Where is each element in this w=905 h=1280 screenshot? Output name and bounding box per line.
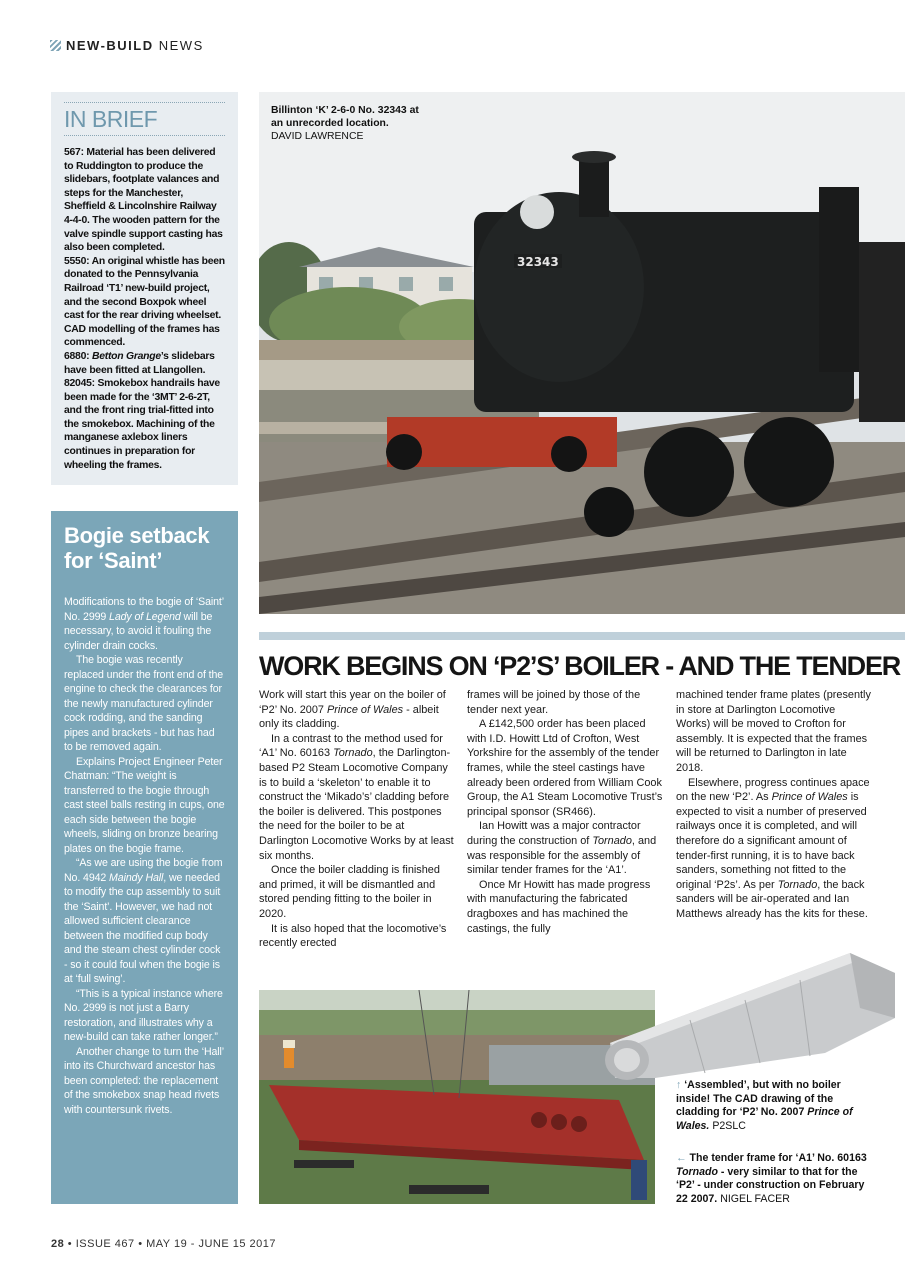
headline-rule	[259, 632, 905, 640]
article-column-3	[676, 688, 871, 922]
in-brief-item: 82045: Smokebox handrails have been made for the ‘3MT’ 2-6-2T, and the front ring trial-fitted into the smokebox. Machining of the manganese axlebox liners continues in preparation for wheeling the frames.	[64, 378, 220, 471]
bogie-paragraph: Another change to turn the ‘Hall’ into its Churchward ancestor has been completed: the replacement of the smokebox snap head rivets with countersunk rivets.	[64, 1045, 224, 1116]
bogie-setback-box	[51, 511, 238, 1204]
locomotive-illustration	[259, 92, 905, 614]
cad-caption: ↑ ‘Assembled’, but with no boiler inside! The CAD drawing of the cladding for ‘P2’ No. 2007 Prince of Wales. P2SLC	[676, 1079, 853, 1132]
bogie-heading: Bogie setback for ‘Saint’	[64, 523, 210, 573]
in-brief-item: 567: Material has been delivered to Ruddington to produce the slidebars, footplate valances and steps for the Manchester, Sheffield & Lincolnshire Railway 4-4-0. The wooden pattern for the valve spindle support casting has also been completed.	[64, 147, 223, 254]
frame-caption: ← The tender frame for ‘A1’ No. 60163 Tornado - very similar to that for the ‘P2’ - under construction on February 22 2007. NIGEL FACER	[676, 1152, 867, 1205]
article-paragraph: machined tender frame plates (presently in store at Darlington Locomotive Works) will be moved to Crofton for assembly. It is expected that the frames will be returned to Darlington in late 2018.	[676, 689, 871, 774]
article-paragraph: Once Mr Howitt has made progress with manufacturing the fabricated dragboxes and has machined the castings, the fully	[467, 878, 651, 935]
article-paragraph: In a contrast to the method used for ‘A1’ No. 60163 Tornado, the Darlington-based P2 Steam Locomotive Company is to build a ‘skeleton’ to enable it to construct the ‘Mikado’s’ cladding before the boiler is delivered. This postpones the need for the boiler to be at Darlington Locomotive Works by at least six months.	[259, 732, 454, 862]
bogie-paragraph: Explains Project Engineer Peter Chatman: “The weight is transferred to the bogie through cast steel balls resting in cups, one each side between the bogie wheels, sliding on bronze bearing plates on the bogie frame.	[64, 755, 225, 855]
up-arrow-icon: ↑	[676, 1079, 682, 1091]
boiler-cladding-cad-illustration	[595, 948, 905, 1083]
bogie-paragraph: “As we are using the bogie from No. 4942 Maindy Hall, we needed to modify the cup assembly to suit the ‘Saint’. However, we had not allowed sufficient clearance between the modified cup body and the steam chest cylinder cock - so it could foul when the bogie is at ‘full swing’.	[64, 857, 223, 985]
left-arrow-icon: ←	[676, 1152, 687, 1164]
article-column-2	[467, 688, 667, 936]
section-stripe-icon	[50, 40, 61, 51]
article-paragraph: Once the boiler cladding is finished and primed, it will be dismantled and stored pending fitting to the boiler in 2020.	[259, 864, 440, 920]
section-label-light: NEWS	[158, 38, 204, 53]
bogie-paragraph: “This is a typical instance where No. 2999 is not just a Barry restoration, and illustrates why a new-build can take rather longer.”	[64, 987, 223, 1043]
section-header	[50, 38, 204, 53]
page-footer	[51, 1238, 276, 1250]
bogie-paragraph: Modifications to the bogie of ‘Saint’ No. 2999 Lady of Legend will be necessary, to avoid it fouling the cylinder drain cocks.	[64, 596, 224, 652]
bogie-paragraph: The bogie was recently replaced under the front end of the engine to check the clearances for the newly manufactured cylinder cock rodding, and the sanding pipes and brackets - but has had to be removed again.	[64, 654, 224, 753]
article-column-1	[259, 688, 454, 951]
svg-text:32343: 32343	[517, 255, 559, 269]
issue-info: • ISSUE 467 • MAY 19 - JUNE 15 2017	[64, 1238, 277, 1250]
in-brief-item: 5550: An original whistle has been donated to the Pennsylvania Railroad ‘T1’ new-build project, and the second Boxpok wheel cast for the rear driving wheelset. CAD modelling of the frames has commenced.	[64, 255, 225, 349]
in-brief-title: IN BRIEF	[64, 102, 225, 136]
cad-drawing	[595, 948, 905, 1083]
in-brief-item: 6880: Betton Grange’s slidebars have been fitted at Llangollen.	[64, 350, 215, 376]
in-brief-box	[51, 92, 238, 485]
article-headline: WORK BEGINS ON ‘P2’S’ BOILER - AND THE TENDER	[259, 651, 901, 681]
locomotive-photo	[259, 92, 905, 614]
page-number: 28	[51, 1238, 65, 1250]
main-photo-caption: Billinton ‘K’ 2-6-0 No. 32343 at an unrecorded location. DAVID LAWRENCE	[271, 105, 419, 142]
article-paragraph: A £142,500 order has been placed with I.D. Howitt Ltd of Crofton, West Yorkshire for the assembly of the tender frames, while the steel castings have already been ordered from William Cook Group, the A1 Steam Locomotive Trust’s principal sponsor (SR466).	[467, 718, 663, 818]
article-paragraph: frames will be joined by those of the tender next year.	[467, 689, 641, 716]
article-paragraph: Work will start this year on the boiler of ‘P2’ No. 2007 Prince of Wales - albeit only its cladding.	[259, 689, 446, 731]
article-paragraph: It is also hoped that the locomotive’s recently erected	[259, 922, 447, 950]
section-label-bold: NEW-BUILD	[66, 38, 154, 53]
article-paragraph: Ian Howitt was a major contractor during the construction of Tornado, and was responsible for the assembly of similar tender frames for the ‘A1’.	[467, 820, 657, 877]
article-paragraph: Elsewhere, progress continues apace on the new ‘P2’. As Prince of Wales is expected to visit a number of preserved railways once it is completed, and will therefore do a significant amount of tender-first running, it is to have back sanders, something not fitted to the original ‘P2s’. As per Tornado, the back sanders will be air-operated and Ian Matthews already has the kits for these.	[676, 776, 870, 920]
